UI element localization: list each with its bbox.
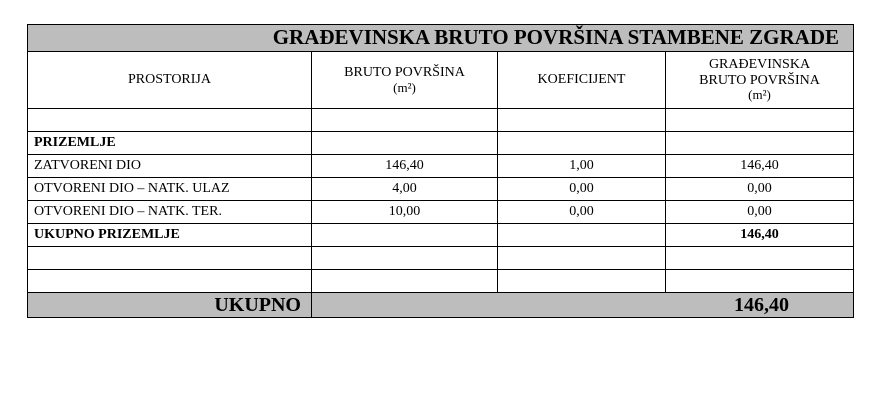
cell-area <box>312 270 498 293</box>
total-label: UKUPNO <box>28 293 312 318</box>
table-row <box>28 178 854 201</box>
table-row <box>28 132 854 155</box>
table-row <box>28 109 854 132</box>
cell-coefficient: 0,00 <box>498 201 666 224</box>
header-room: PROSTORIJA <box>28 52 312 109</box>
header-building-gross-area-line1: GRAĐEVINSKA <box>708 57 811 73</box>
cell-gross: 0,00 <box>666 178 854 201</box>
cell-coefficient: 1,00 <box>498 155 666 178</box>
cell-gross <box>666 247 854 270</box>
cell-room <box>28 270 312 293</box>
cell-gross <box>666 109 854 132</box>
header-coefficient: KOEFICIJENT <box>498 52 666 109</box>
header-building-gross-area-unit: (m²) <box>748 87 771 103</box>
cell-room: PRIZEMLJE <box>28 132 312 155</box>
cell-coefficient <box>498 270 666 293</box>
header-gross-area-label: BRUTO POVRŠINA <box>344 65 465 81</box>
cell-area <box>312 247 498 270</box>
table-row <box>28 224 854 247</box>
header-gross-area <box>312 52 498 109</box>
gross-area-table <box>27 24 854 318</box>
cell-gross: 0,00 <box>666 201 854 224</box>
table-row <box>28 270 854 293</box>
header-row <box>28 52 854 109</box>
table-row <box>28 201 854 224</box>
table-row <box>28 155 854 178</box>
total-value: 146,40 <box>312 293 854 318</box>
cell-area: 10,00 <box>312 201 498 224</box>
cell-gross <box>666 132 854 155</box>
cell-area <box>312 224 498 247</box>
cell-room: OTVORENI DIO – NATK. ULAZ <box>28 178 312 201</box>
cell-room: OTVORENI DIO – NATK. TER. <box>28 201 312 224</box>
cell-area <box>312 109 498 132</box>
area-table-container <box>27 24 853 318</box>
cell-room: ZATVORENI DIO <box>28 155 312 178</box>
cell-area: 146,40 <box>312 155 498 178</box>
cell-room <box>28 247 312 270</box>
table-title-row <box>28 25 854 52</box>
total-row <box>28 293 854 318</box>
cell-gross: 146,40 <box>666 155 854 178</box>
cell-coefficient <box>498 247 666 270</box>
cell-coefficient <box>498 224 666 247</box>
cell-room: UKUPNO PRIZEMLJE <box>28 224 312 247</box>
header-building-gross-area-line2: BRUTO POVRŠINA <box>699 72 820 88</box>
cell-gross: 146,40 <box>666 224 854 247</box>
cell-area: 4,00 <box>312 178 498 201</box>
table-row <box>28 247 854 270</box>
header-gross-area-unit: (m²) <box>393 79 416 95</box>
header-building-gross-area <box>666 52 854 109</box>
cell-coefficient: 0,00 <box>498 178 666 201</box>
cell-coefficient <box>498 109 666 132</box>
cell-area <box>312 132 498 155</box>
cell-coefficient <box>498 132 666 155</box>
table-title: GRAĐEVINSKA BRUTO POVRŠINA STAMBENE ZGRADE <box>28 25 854 52</box>
cell-gross <box>666 270 854 293</box>
cell-room <box>28 109 312 132</box>
